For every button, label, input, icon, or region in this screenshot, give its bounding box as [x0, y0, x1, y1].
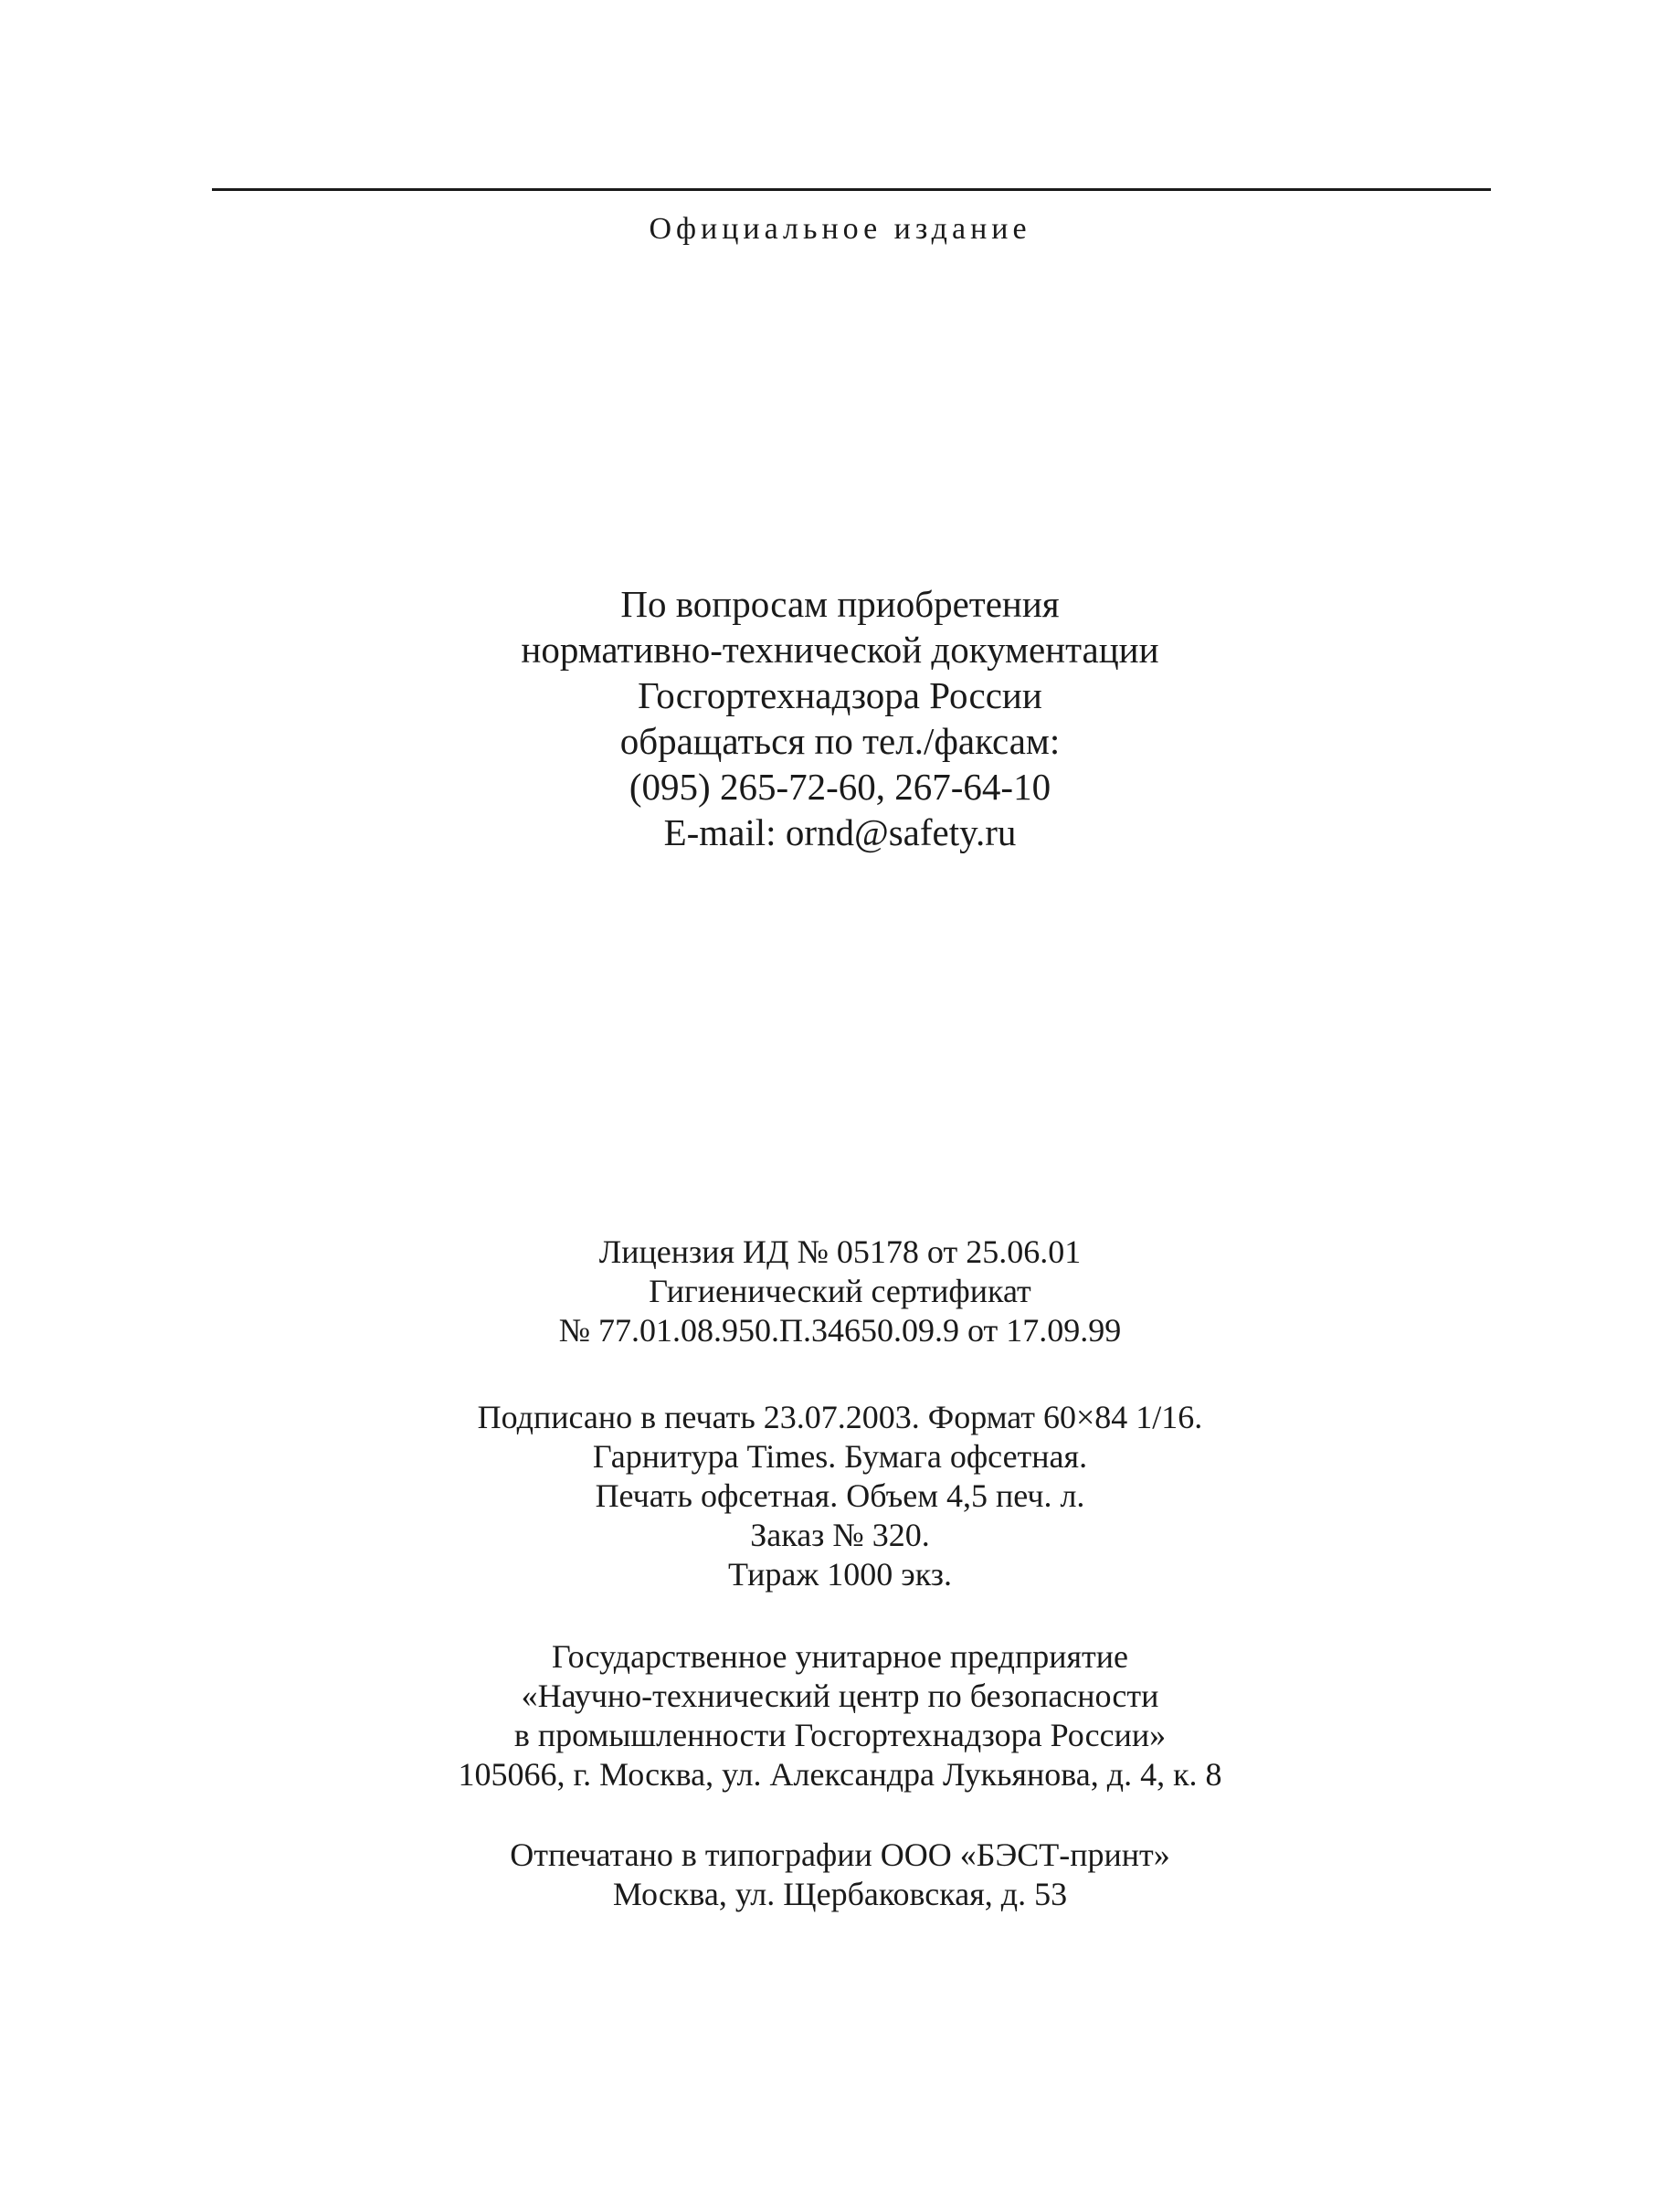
publisher-address: 105066, г. Москва, ул. Александра Лукьянова, д. 4, к. 8	[458, 1756, 1222, 1793]
print-run-line: Тираж 1000 экз.	[728, 1556, 952, 1593]
top-rule	[212, 188, 1491, 191]
contacts-block	[0, 581, 1680, 855]
contacts-line: обращаться по тел./факсам:	[619, 720, 1061, 762]
contacts-line: По вопросам приобретения	[620, 583, 1060, 625]
print-volume-line: Печать офсетная. Объем 4,5 печ. л.	[595, 1477, 1085, 1514]
contacts-line: нормативно-технической документации	[521, 629, 1159, 671]
publisher-line: в промышленности Госгортехнадзора России»	[513, 1717, 1167, 1753]
typeface-paper-line: Гарнитура Times. Бумага офсетная.	[592, 1438, 1088, 1475]
license-line: Лицензия ИД № 05178 от 25.06.01	[598, 1233, 1082, 1270]
printer-address: Москва, ул. Щербаковская, д. 53	[612, 1876, 1068, 1912]
certificate-number: № 77.01.08.950.П.34650.09.9 от 17.09.99	[558, 1312, 1122, 1349]
email-address: E-mail: ornd@safety.ru	[663, 811, 1017, 853]
certificate-title: Гигиенический сертификат	[649, 1273, 1031, 1309]
print-signed-line: Подписано в печать 23.07.2003. Формат 60×84 1/16.	[477, 1399, 1203, 1435]
phone-numbers: (095) 265-72-60, 267-64-10	[629, 766, 1051, 808]
license-block	[0, 1233, 1680, 1350]
publisher-line: Государственное унитарное предприятие	[551, 1638, 1129, 1675]
publisher-block	[0, 1637, 1680, 1794]
official-edition-label: Официальное издание	[649, 212, 1031, 246]
contacts-line: Госгортехнадзора России	[638, 674, 1042, 716]
printer-line: Отпечатано в типографии ООО «БЭСТ-принт»	[510, 1836, 1170, 1873]
order-number-line: Заказ № 320.	[750, 1517, 930, 1553]
printer-block	[0, 1836, 1680, 1914]
printing-details-block	[0, 1398, 1680, 1594]
publisher-line: «Научно-технический центр по безопасности	[521, 1678, 1159, 1714]
